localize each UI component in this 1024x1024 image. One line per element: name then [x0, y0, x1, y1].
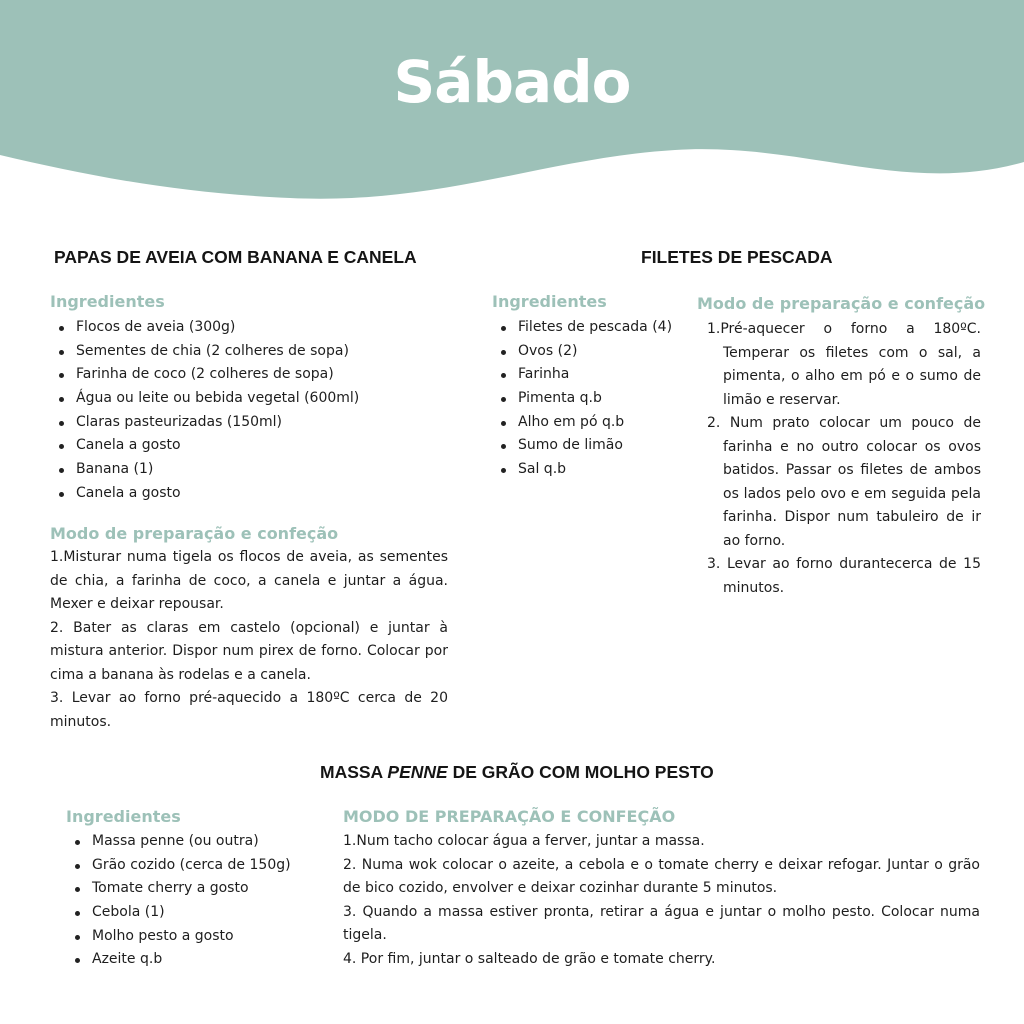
step-text: 3. Quando a massa estiver pronta, retirar a água e juntar o molho pesto. Colocar numa tigela. [343, 903, 980, 943]
list-item: Sementes de chia (2 colheres de sopa) [50, 340, 450, 364]
list-item: Claras pasteurizadas (150ml) [50, 411, 450, 435]
list-item: Tomate cherry a gosto [66, 877, 326, 901]
step-text: 4. Por fim, juntar o salteado de grão e tomate cherry. [343, 950, 716, 967]
page-title: Sábado [393, 48, 631, 116]
recipe-title-filetes: FILETES DE PESCADA [641, 247, 833, 267]
step-text: 3. Levar ao forno pré-aquecido a 180ºC cerca de 20 minutos. [50, 690, 448, 730]
method-steps [343, 830, 980, 971]
list-item: Azeite q.b [66, 948, 326, 972]
list-item: Flocos de aveia (300g) [50, 316, 450, 340]
method-steps [50, 546, 448, 734]
list-item: Grão cozido (cerca de 150g) [66, 854, 326, 878]
list-item: Massa penne (ou outra) [66, 830, 326, 854]
method-heading: Modo de preparação e confeção [50, 524, 339, 543]
method-heading: MODO DE PREPARAÇÃO E CONFEÇÃO [343, 807, 676, 826]
step-text: 2. Bater as claras em castelo (opcional) e juntar à mistura anterior. Dispor num pirex de forno. Colocar por cima a banana às rodelas e a canela. [50, 619, 448, 683]
step-text: 2. Numa wok colocar o azeite, a cebola e o tomate cherry e deixar refogar. Juntar o grão de bico cozido, envolver e deixar cozinhar durante 5 minutos. [343, 856, 980, 896]
title-part: MASSA [320, 762, 388, 782]
recipe-title-massa-penne [320, 762, 714, 783]
ingredients-heading: Ingredientes [50, 292, 165, 311]
list-item: Molho pesto a gosto [66, 925, 326, 949]
step-text: 2. Num prato colocar um pouco de farinha e no outro colocar os ovos batidos. Passar os filetes de ambos os lados pelo ovo e em seguida pela farinha. Dispor num tabuleiro de ir ao forno. [707, 415, 981, 549]
list-item: Canela a gosto [50, 434, 450, 458]
step-text: 3. Levar ao forno durantecerca de 15 minutos. [707, 556, 981, 596]
list-item: Água ou leite ou bebida vegetal (600ml) [50, 387, 450, 411]
ingredients-heading: Ingredientes [492, 292, 607, 311]
list-item: Farinha [492, 363, 692, 387]
ingredients-list [66, 830, 326, 972]
list-item: Canela a gosto [50, 482, 450, 506]
title-italic: PENNE [387, 762, 448, 782]
list-item: Cebola (1) [66, 901, 326, 925]
ingredients-heading: Ingredientes [66, 807, 181, 826]
list-item: Sal q.b [492, 458, 692, 482]
step-text: 1.Num tacho colocar água a ferver, juntar a massa. [343, 833, 705, 849]
step-text: 1.Misturar numa tigela os flocos de aveia, as sementes de chia, a farinha de coco, a canela e juntar a água. Mexer e deixar repousar. [50, 549, 448, 612]
list-item: Alho em pó q.b [492, 411, 692, 435]
list-item: Banana (1) [50, 458, 450, 482]
step-text: 1.Pré-aquecer o forno a 180ºC. Temperar os filetes com o sal, a pimenta, o alho em pó e o sumo de limão e reservar. [707, 321, 981, 408]
list-item: Filetes de pescada (4) [492, 316, 692, 340]
method-heading: Modo de preparação e confeção [697, 294, 986, 313]
ingredients-list [492, 316, 692, 482]
list-item: Pimenta q.b [492, 387, 692, 411]
list-item: Farinha de coco (2 colheres de sopa) [50, 363, 450, 387]
recipe-title-papas-aveia: PAPAS DE AVEIA COM BANANA E CANELA [54, 247, 417, 267]
list-item: Sumo de limão [492, 434, 692, 458]
method-steps [707, 318, 981, 600]
title-part: DE GRÃO COM MOLHO PESTO [447, 762, 714, 782]
ingredients-list [50, 316, 450, 506]
list-item: Ovos (2) [492, 340, 692, 364]
